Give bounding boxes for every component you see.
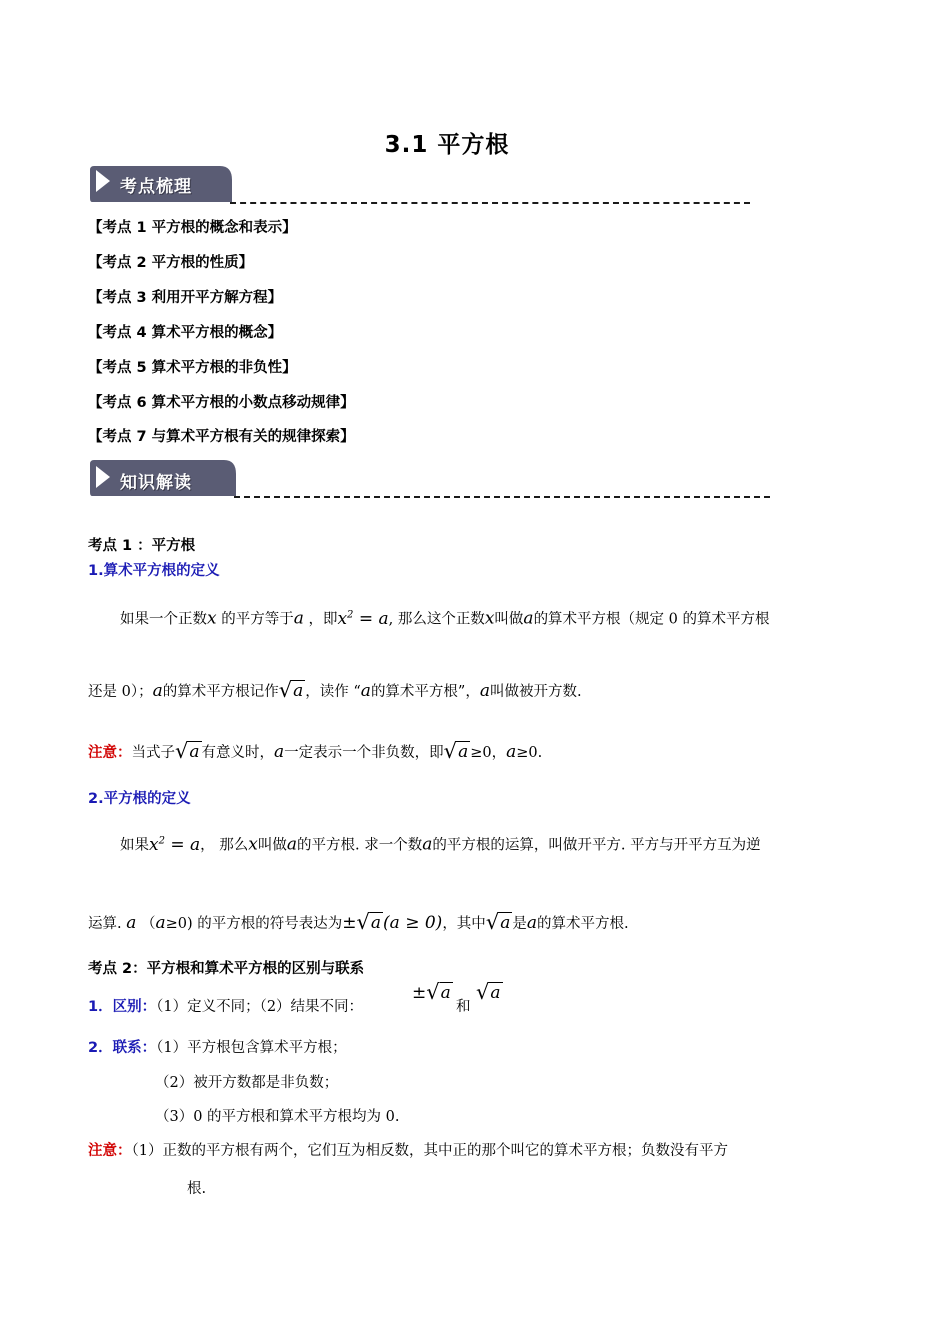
toc-item: 【考点 6 算术平方根的小数点移动规律】 (88, 395, 355, 411)
toc-item: 【考点 1 平方根的概念和表示】 (88, 220, 297, 236)
condition: (a ≥ 0) (383, 913, 443, 933)
section-heading: 考点 1 ：平方根 (88, 538, 196, 554)
pm-symbol: ± (342, 913, 357, 933)
paragraph-line: 如果一个正数x 的平方等于a ，即$x^2 = a$, 那么这个正数x叫做a的算术平方根（规定 0 的算术平方根 (120, 608, 770, 629)
toc-item: 【考点 3 利用开平方解方程】 (88, 290, 283, 306)
var-a: a (274, 742, 285, 762)
var-a: a (293, 608, 304, 629)
var-a: a (360, 681, 371, 701)
sqrt-a: √a (476, 980, 501, 1004)
relation-item: （2）被开方数都是非负数； (155, 1075, 339, 1091)
sqrt-a: √a (278, 678, 304, 702)
sqrt-a: √a (443, 739, 469, 763)
subsection-heading: 1.算术平方根的定义 (88, 563, 220, 579)
var-a: a (155, 913, 166, 933)
var-a: a (126, 913, 137, 933)
toc-item: 【考点 5 算术平方根的非负性】 (88, 360, 297, 376)
section-heading: 考点 2：平方根和算术平方根的区别与联系 (88, 961, 365, 977)
paragraph-line: 还是 0）；a的算术平方根记作√a ，读作 “a的算术平方根”，a叫做被开方数. (88, 678, 582, 702)
section-banner-knowledge (88, 458, 778, 500)
var-a: a (422, 834, 433, 855)
difference-line: 1．区别：（1）定义不同；（2）结果不同： (88, 999, 364, 1015)
var-a: a (286, 834, 297, 855)
sqrt-a: √a (356, 910, 382, 934)
section-banner-review (88, 164, 758, 204)
note-label: 注意： (88, 745, 132, 761)
var-x: x (207, 608, 217, 629)
note-line: 根. (187, 1181, 207, 1197)
var-x: x (484, 608, 495, 629)
pm-sqrt-a: ±√a (412, 980, 451, 1004)
sqrt-a: √a (175, 739, 200, 763)
formula-x-squared: $x^2 = a$ (149, 834, 201, 855)
var-a: a (506, 742, 517, 762)
and-text: 和 (456, 999, 471, 1015)
paragraph-line: 如果$x^2 = a$， 那么x叫做a的平方根. 求一个数a的平方根的运算，叫做开平方. 平方与开平方互为逆 (120, 834, 761, 855)
formula-x-squared: $x^2 = a$ (337, 608, 389, 629)
note-line: 注意：当式子√a 有意义时，a一定表示一个非负数，即√a ≥0，a≥0. (88, 739, 543, 763)
toc-item: 【考点 7 与算术平方根有关的规律探索】 (88, 429, 355, 445)
var-a: a (526, 913, 537, 933)
note-label: 注意： (88, 1143, 132, 1159)
var-x: x (248, 834, 258, 855)
relation-label: 2．联系： (88, 1040, 157, 1056)
sqrt-a: √a (485, 910, 511, 934)
banner-label: 考点梳理 (120, 177, 192, 197)
page-title: 3.1 平方根 (384, 132, 510, 158)
banner-label: 知识解读 (120, 473, 192, 493)
var-a: a (152, 681, 163, 701)
var-a: a (479, 681, 490, 701)
dashed-divider (230, 202, 750, 204)
var-a: a (523, 608, 534, 629)
relation-line: 2．联系：（1）平方根包含算术平方根； (88, 1040, 347, 1056)
note-line: 注意：（1）正数的平方根有两个，它们互为相反数，其中正的那个叫它的算术平方根；负数没有平方 (88, 1143, 728, 1159)
relation-item: （3）0 的平方根和算术平方根均为 0. (155, 1109, 400, 1125)
difference-label: 1．区别： (88, 999, 157, 1015)
dashed-divider (234, 496, 770, 498)
toc-item: 【考点 2 平方根的性质】 (88, 255, 254, 271)
toc-item: 【考点 4 算术平方根的概念】 (88, 325, 283, 341)
subsection-heading: 2.平方根的定义 (88, 791, 191, 807)
paragraph-line: 运算. a （a≥0) 的平方根的符号表达为±√a (a ≥ 0)，其中√a 是a的算术平方根. (88, 910, 629, 934)
